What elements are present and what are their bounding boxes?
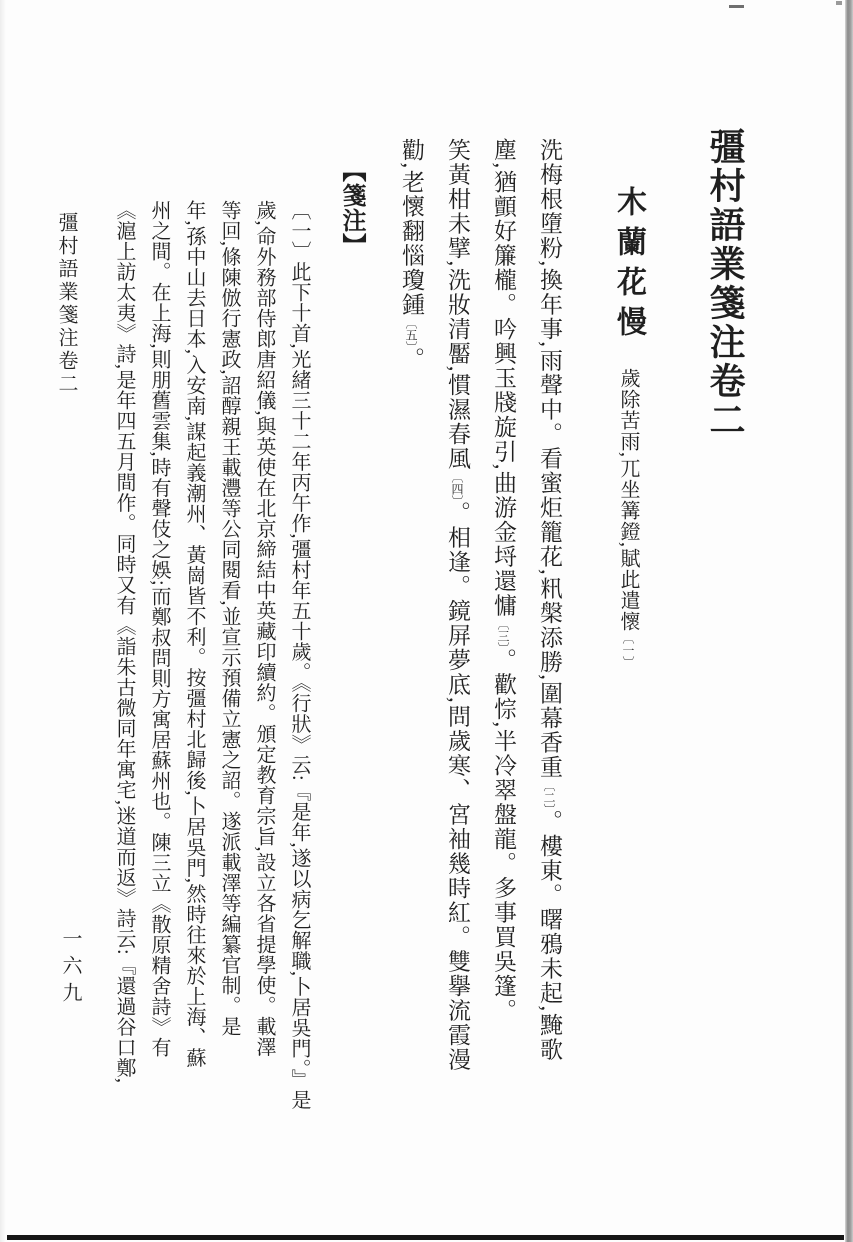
page-edge-left [0, 0, 6, 1242]
running-title: 彊村語業箋注卷二 [55, 212, 77, 396]
note-ref-marker: 〔一〕 [621, 632, 635, 668]
note-column: 州之間。在上海,則朋舊雲集,時有聲伎之娛;而鄭叔問則方寓居蘇州也。陳三立《散原精舍詩》有 [148, 200, 170, 1058]
note-ref-marker: 〔二〕 [542, 779, 556, 810]
poem-title: 木蘭花慢 [612, 186, 645, 346]
poem-subtitle: 歲除苦雨,兀坐篝鐙,賦此遣懷〔一〕 [617, 368, 639, 668]
scan-speck [836, 1, 842, 5]
note-column: 〔一〕此下十首,光緒三十二年丙午作,彊村年五十歲。《行狀》云:『是年,遂以病乞解職,卜居吳門。』是 [288, 200, 310, 1111]
poem-column: 勸,老懷翻惱瓊鍾〔五〕。 [399, 138, 424, 372]
page-edge-bottom [7, 1235, 844, 1240]
page-number: 一六九 [59, 928, 81, 1009]
poem-column: 洗梅根墮粉,換年事,雨聲中。看蜜炬籠花,籸槃添勝,圍幕香重〔二〕。樓東。曙鴉未起,黤歌 [537, 138, 562, 1062]
note-column: 歲,命外務部侍郎唐紹儀,與英使在北京締結中英藏印續約。頒定教育宗旨,設立各省提學使。載澤 [253, 200, 275, 1057]
scan-speck [729, 5, 744, 8]
poem-column: 塵,猶顫好簾櫳。吟興玉牋旋引,曲游金埒還慵〔三〕。歡悰,半冷翠盤龍。多事買吳篷。 [491, 138, 516, 1023]
page-edge-shadow [845, 0, 853, 1242]
note-column: 年,孫中山去日本,入安南,謀起義潮州、黃崗皆不利。按彊村北歸後,卜居吳門,然時往來於上海、蘇 [183, 200, 205, 1068]
note-ref-marker: 〔五〕 [404, 316, 418, 347]
notes-section-header: 【箋注】 [338, 158, 364, 258]
note-ref-marker: 〔三〕 [496, 618, 510, 648]
notes-body [106, 200, 316, 1210]
note-column: 《滬上訪太夷》詩,是年四五月間作。同時又有《詣朱古微同年寓宅,迷道而返》詩云:『還過谷口鄭, [113, 200, 135, 1084]
note-column: 等回,條陳倣行憲政,詔醇親王載灃等公同閱看,並宣示預備立憲之詔。遂派載澤等編纂官制。是 [218, 200, 240, 1037]
poem-column: 笑黃柑未擘,洗妝清靨,慣濕春風〔四〕。相逢。鏡屏夢底,問歲寒、宮袖幾時紅。雙擧流霞漫 [445, 138, 470, 1072]
poem-body [388, 138, 572, 1198]
note-ref-marker: 〔四〕 [450, 471, 464, 501]
volume-title: 彊村語業箋注卷二 [705, 128, 745, 440]
poem-title-block [606, 186, 650, 668]
